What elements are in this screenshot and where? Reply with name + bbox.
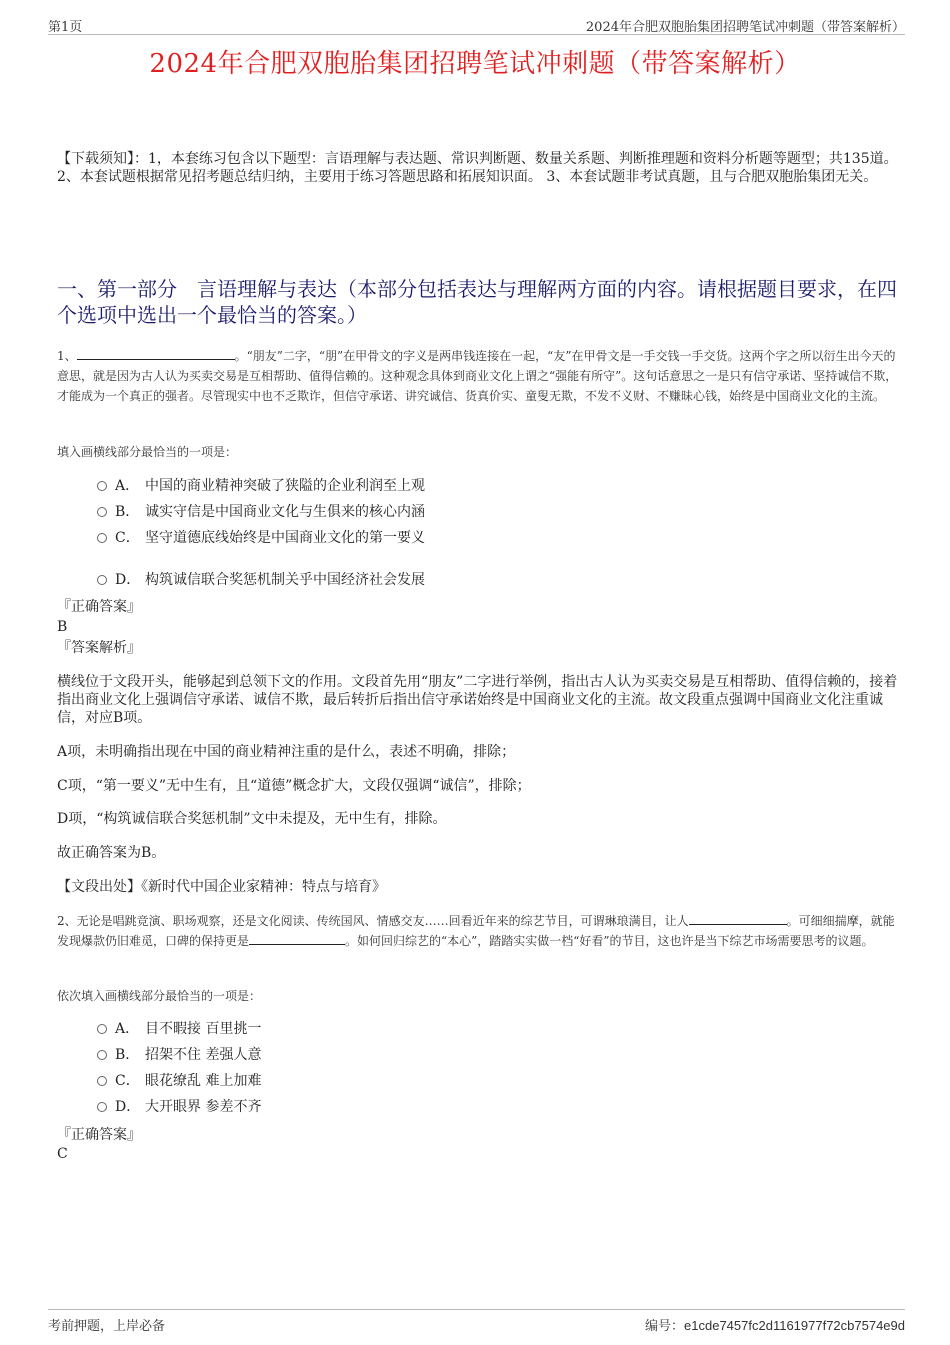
question-2-answer: C xyxy=(57,1146,68,1162)
question-1-analysis-a: A项，未明确指出现在中国的商业精神注重的是什么，表述不明确，排除； xyxy=(57,744,516,760)
question-2-answer-label: 『正确答案』 xyxy=(57,1127,141,1143)
question-2-text: 2、无论是唱跳竞演、职场观察，还是文化阅读、传统国风、情感交友……回看近年来的综艺节目，可谓琳琅满目，让人 。可细细揣摩，就能发现爆款仍旧难觅，口碑的保持更是 。如何回归综艺的“本心”，踏踏实实做一档“好看”的节目，这也许是当下综艺市场需要思考的议题。 xyxy=(57,914,895,948)
question-1-prompt: 填入画横线部分最恰当的一项是： xyxy=(57,445,238,459)
radio-icon[interactable] xyxy=(97,481,107,491)
question-1-source: 【文段出处】《新时代中国企业家精神：特点与培育》 xyxy=(57,879,386,895)
question-2-option-c[interactable]: C． 眼花缭乱 难上加难 xyxy=(97,1071,261,1091)
question-1-analysis-main: 横线位于文段开头，能够起到总领下文的作用。文段首先用“朋友”二字进行举例，指出古人认为买卖交易是互相帮助、值得信赖的，接着指出商业文化上强调信守承诺、诚信不欺，最后转折后指出信守承诺始终是中国商业文化的主流。故文段重点强调中国商业文化注重诚信，对应B项。 xyxy=(57,674,898,726)
radio-icon[interactable] xyxy=(97,533,107,543)
header-doc-name: 2024年合肥双胞胎集团招聘笔试冲刺题（带答案解析） xyxy=(585,20,905,35)
question-2-option-b[interactable]: B． 招架不住 差强人意 xyxy=(97,1045,261,1065)
download-notice: 【下载须知】：1，本套练习包含以下题型：言语理解与表达题、常识判断题、数量关系题、判断推理题和资料分析题等题型；共135道。 2、本套试题根据常见招考题总结归纳，主要用于练习答题思路和拓展知识面。 3、本套试题非考试真题，且与合肥双胞胎集团无关。 xyxy=(57,151,898,185)
question-1-analysis-c: C项，“第一要义”无中生有，且“道德”概念扩大，文段仅强调“诚信”，排除； xyxy=(57,778,531,794)
question-1-text xyxy=(57,346,899,406)
radio-icon[interactable] xyxy=(97,1076,107,1086)
fill-blank xyxy=(249,932,345,945)
radio-icon[interactable] xyxy=(97,575,107,585)
question-1-number: 1、 xyxy=(57,349,77,363)
question-2-option-a[interactable]: A． 目不暇接 百里挑一 xyxy=(97,1019,261,1039)
footer-code: 编号：e1cde7457fc2d1161977f72cb7574e9d xyxy=(645,1318,905,1333)
question-1-option-c[interactable]: C． 坚守道德底线始终是中国商业文化的第一要义 xyxy=(97,528,425,548)
question-1-option-b[interactable]: B． 诚实守信是中国商业文化与生俱来的核心内涵 xyxy=(97,502,425,522)
footer-slogan: 考前押题，上岸必备 xyxy=(48,1319,166,1334)
fill-blank xyxy=(689,912,787,925)
question-2-prompt: 依次填入画横线部分最恰当的一项是： xyxy=(57,989,262,1003)
question-2-option-d[interactable]: D． 大开眼界 参差不齐 xyxy=(97,1097,261,1117)
page-footer xyxy=(48,1309,905,1334)
radio-icon[interactable] xyxy=(97,1102,107,1112)
question-1-answer-label: 『正确答案』 xyxy=(57,599,141,615)
question-1-body: 。“朋友”二字，“朋”在甲骨文的字义是两串钱连接在一起，“友”在甲骨文是一手交钱一手交货。这两个字之所以衍生出今天的意思，就是因为古人认为买卖交易是互相帮助、值得信赖的。这种观念具体到商业文化上谓之“强能有所守”。这句话意思之一是只有信守承诺、坚持诚信不欺，才能成为一个真正的强者。尽管现实中也不乏欺诈，但信守承诺、讲究诚信、货真价实、童叟无欺，不发不义财、不赚昧心钱，始终是中国商业文化的主流。 xyxy=(57,349,898,403)
question-1-option-a[interactable]: A． 中国的商业精神突破了狭隘的企业利润至上观 xyxy=(97,476,425,496)
question-1-option-d[interactable]: D． 构筑诚信联合奖惩机制关乎中国经济社会发展 xyxy=(97,570,425,590)
fill-blank xyxy=(77,347,235,360)
page-number: 第1页 xyxy=(48,20,83,35)
radio-icon[interactable] xyxy=(97,1024,107,1034)
question-1-analysis-d: D项，“构筑诚信联合奖惩机制”文中未提及，无中生有，排除。 xyxy=(57,811,447,827)
page-header xyxy=(48,14,905,35)
radio-icon[interactable] xyxy=(97,507,107,517)
document-title: 2024年合肥双胞胎集团招聘笔试冲刺题（带答案解析） xyxy=(149,49,801,79)
radio-icon[interactable] xyxy=(97,1050,107,1060)
question-1-analysis-conclusion: 故正确答案为B。 xyxy=(57,845,166,861)
section-title: 一、第一部分 言语理解与表达（本部分包括表达与理解两方面的内容。请根据题目要求，在四个选项中选出一个最恰当的答案。） xyxy=(57,277,897,327)
question-1-answer: B xyxy=(57,619,68,635)
question-1-analysis-label: 『答案解析』 xyxy=(57,640,141,656)
question-2-number: 2、 xyxy=(57,914,77,928)
